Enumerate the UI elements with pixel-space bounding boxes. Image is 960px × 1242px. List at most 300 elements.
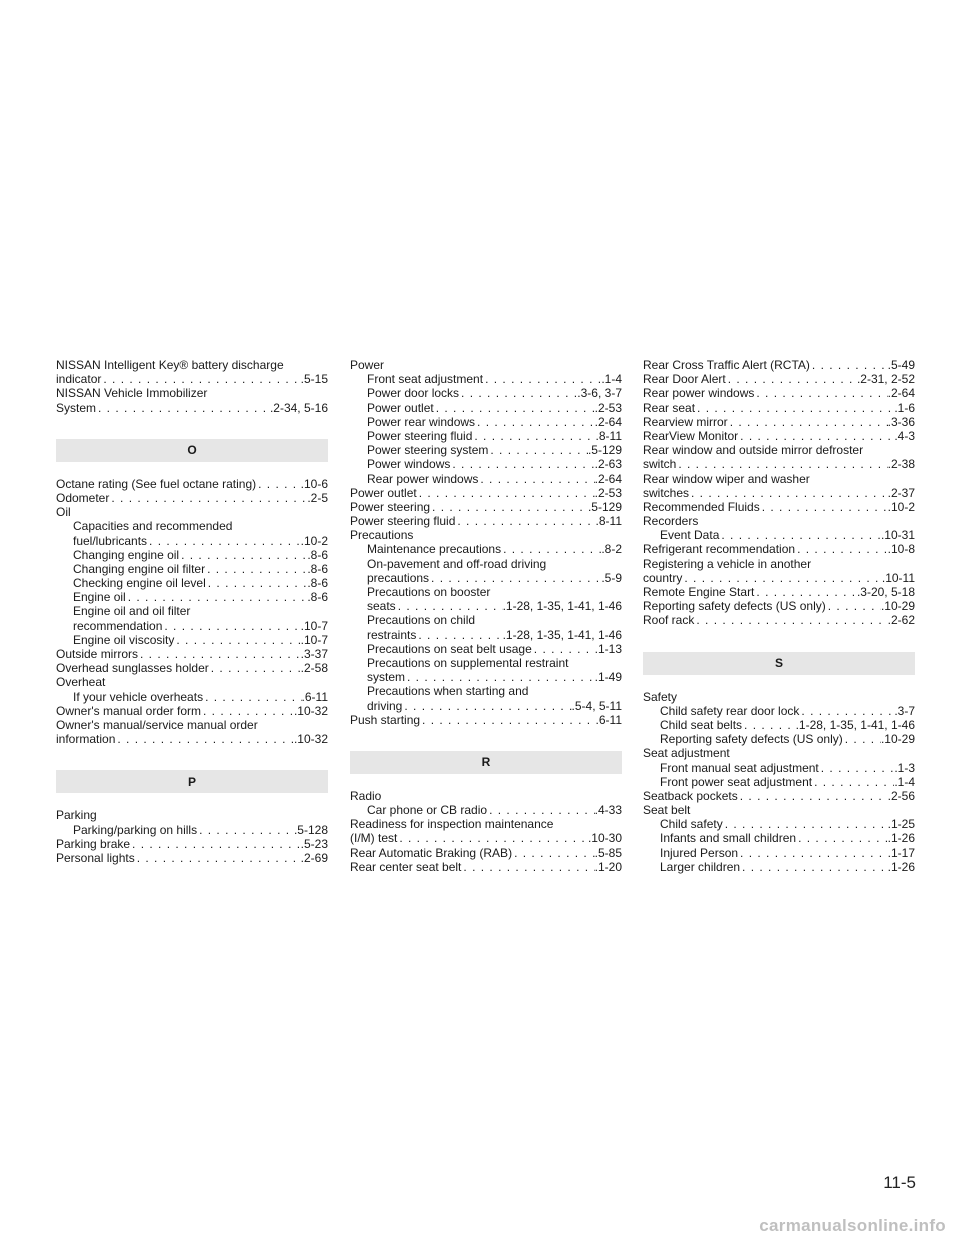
dot-leader (101, 372, 300, 386)
index-entry (350, 846, 622, 860)
index-entry-heading: Power (350, 358, 385, 372)
entry-page-ref: .10-29 (880, 732, 915, 747)
index-subentry-heading: Precautions when starting and (367, 684, 529, 699)
index-entry (56, 661, 328, 675)
dot-leader (483, 372, 601, 386)
dot-leader (742, 718, 796, 732)
index-entry-heading: NISSAN Vehicle Immobilizer (56, 386, 208, 401)
index-entry (350, 486, 622, 500)
entry-term: If your vehicle overheats (73, 689, 204, 704)
index-subentry (350, 401, 622, 415)
dot-leader (799, 704, 894, 718)
dot-leader (455, 514, 595, 528)
entry-page-ref: .3-20, 5-18 (856, 585, 915, 599)
index-subentry (350, 457, 622, 471)
dot-leader (109, 491, 307, 505)
entry-page-ref: .8-6 (307, 590, 328, 605)
entry-page-ref: .3-6, 3-7 (577, 386, 622, 401)
entry-term: Injured Person (660, 845, 739, 860)
dot-leader (405, 670, 595, 684)
entry-page-ref: .3-7 (894, 703, 915, 718)
entry-page-ref: .10-2 (300, 533, 328, 548)
dot-leader (728, 415, 888, 429)
section-header: S (643, 652, 915, 675)
dot-leader (416, 628, 502, 642)
entry-page-ref: .2-69 (300, 850, 328, 865)
entry-page-ref: .2-53 (594, 400, 622, 415)
entry-term: Rear Door Alert (643, 372, 726, 387)
entry-term: Recommended Fluids (643, 499, 760, 514)
index-subentry-heading: Capacities and recommended (73, 519, 233, 534)
entry-term: switch (643, 457, 677, 472)
dot-leader (135, 851, 301, 865)
entry-term: Octane rating (See fuel octane rating) (56, 476, 257, 491)
entry-term: Power steering (350, 499, 431, 514)
entry-page-ref: .1-4 (601, 372, 622, 387)
index-entry-heading: Registering a vehicle in another (643, 556, 812, 571)
entry-page-ref: .10-2 (887, 499, 915, 514)
entry-page-ref: .2-63 (594, 457, 622, 472)
dot-leader (461, 860, 594, 874)
entry-page-ref: .3-37 (300, 647, 328, 661)
index-entry (350, 713, 622, 727)
entry-term: System (56, 400, 97, 415)
entry-term: Engine oil viscosity (73, 632, 175, 647)
entry-term: Power outlet (367, 400, 434, 415)
index-entry-heading: Overheat (56, 675, 106, 690)
section-header: O (56, 439, 328, 462)
dot-leader (501, 542, 601, 556)
entry-page-ref: .2-62 (887, 613, 915, 628)
dot-leader (138, 647, 301, 661)
dot-leader (126, 590, 308, 604)
dot-leader (726, 372, 857, 386)
dot-leader (723, 817, 888, 831)
entry-page-ref: .10-32 (293, 703, 328, 718)
index-entry-heading: Radio (350, 788, 382, 803)
index-entry-heading: Recorders (643, 514, 699, 529)
index-entry (56, 837, 328, 851)
entry-page-ref: .2-64 (887, 386, 915, 401)
dot-leader (760, 500, 888, 514)
index-entry (56, 647, 328, 661)
entry-page-ref: .5-129 (587, 499, 622, 514)
dot-leader (209, 661, 301, 675)
dot-leader (417, 486, 595, 500)
entry-term: driving (367, 698, 403, 713)
dot-leader (796, 831, 888, 845)
dot-leader (174, 633, 300, 647)
entry-page-ref: .4-3 (894, 428, 915, 443)
entry-page-ref: .8-2 (601, 542, 622, 557)
dot-leader (843, 732, 881, 746)
dot-leader (475, 415, 595, 429)
watermark-logo[interactable]: carmanualsonline.info (759, 1216, 946, 1235)
index-subentry (56, 619, 328, 633)
entry-term: Power door locks (367, 386, 460, 401)
entry-term: Rear Automatic Braking (RAB) (350, 845, 513, 860)
entry-page-ref: .2-53 (594, 485, 622, 500)
dot-leader (256, 477, 301, 491)
index-subentry-heading: On-pavement and off-road driving (367, 556, 547, 571)
index-entry-heading: Readiness for inspection maintenance (350, 817, 554, 832)
dot-leader (810, 358, 888, 372)
dot-leader (478, 472, 594, 486)
dot-leader (676, 457, 887, 471)
entry-term: Child seat belts (660, 717, 743, 732)
dot-leader (459, 386, 577, 400)
entry-term: Rear Cross Traffic Alert (RCTA) (643, 358, 810, 372)
index-subentry-heading: Precautions on supplemental restraint (367, 655, 569, 670)
dot-leader (812, 775, 894, 789)
entry-page-ref: .1-26 (887, 831, 915, 846)
entry-term: Personal lights (56, 850, 135, 865)
entry-page-ref: .1-25 (887, 817, 915, 832)
index-subentry (643, 860, 915, 874)
entry-term: Power steering system (367, 443, 489, 458)
dot-leader (826, 599, 881, 613)
entry-term: Larger children (660, 859, 741, 874)
dot-leader (512, 846, 595, 860)
entry-page-ref: .1-28, 1-35, 1-41, 1-46 (795, 717, 915, 732)
index-entry (350, 860, 622, 874)
dot-leader (738, 789, 888, 803)
entry-page-ref: .8-6 (307, 576, 328, 591)
index-entry (643, 613, 915, 627)
index-entry-heading: Rear window and outside mirror defroster (643, 443, 864, 458)
entry-page-ref: .1-13 (594, 641, 622, 656)
index-entry (56, 491, 328, 505)
index-entry (350, 514, 622, 528)
index-subentry-heading: Precautions on child (367, 613, 476, 628)
entry-term: Parking/parking on hills (73, 822, 198, 837)
entry-term: Front seat adjustment (367, 372, 484, 387)
entry-page-ref: .10-8 (887, 542, 915, 557)
entry-term: Child safety rear door lock (660, 703, 800, 718)
dot-leader (205, 562, 307, 576)
entry-term: seats (367, 599, 396, 614)
index-entry (643, 500, 915, 514)
index-entry (643, 401, 915, 415)
entry-page-ref: .5-128 (293, 822, 328, 837)
dot-leader (738, 846, 888, 860)
entry-term: Child safety (660, 817, 723, 832)
entry-term: Rear power windows (643, 386, 755, 401)
entry-page-ref: .10-6 (300, 476, 328, 491)
entry-page-ref: .1-6 (894, 400, 915, 415)
entry-page-ref: .5-23 (300, 836, 328, 851)
entry-term: Owner's manual order form (56, 703, 202, 718)
index-subentry (350, 472, 622, 486)
index-entry-heading: Owner's manual/service manual order (56, 717, 258, 732)
entry-term: Odometer (56, 490, 110, 505)
index-subentry (56, 562, 328, 576)
entry-term: Changing engine oil (73, 547, 180, 562)
dot-leader (695, 401, 894, 415)
index-entry (56, 401, 328, 415)
entry-term: Remote Engine Start (643, 585, 755, 599)
entry-term: Maintenance precautions (367, 542, 502, 557)
entry-page-ref: .5-9 (601, 570, 622, 585)
entry-page-ref: .8-6 (307, 561, 328, 576)
entry-page-ref: .10-7 (300, 618, 328, 633)
entry-page-ref: .2-64 (594, 414, 622, 429)
dot-leader (819, 761, 895, 775)
index-entry-heading: Safety (643, 689, 678, 704)
entry-page-ref: .1-20 (594, 859, 622, 874)
dot-leader (738, 429, 894, 443)
entry-term: (I/M) test (350, 831, 398, 846)
entry-term: Front power seat adjustment (660, 774, 813, 789)
dot-leader (130, 837, 301, 851)
entry-term: Outside mirrors (56, 647, 139, 661)
dot-leader (203, 690, 301, 704)
dot-leader (402, 699, 571, 713)
entry-term: Seatback pockets (643, 788, 738, 803)
dot-leader (754, 585, 857, 599)
entry-page-ref: .2-37 (887, 485, 915, 500)
entry-term: Power steering fluid (367, 428, 473, 443)
dot-leader (162, 619, 300, 633)
dot-leader (179, 548, 307, 562)
entry-term: Event Data (660, 528, 720, 543)
index-subentry (350, 386, 622, 400)
index-subentry (643, 775, 915, 789)
index-entry (643, 486, 915, 500)
dot-leader (206, 576, 308, 590)
entry-term: switches (643, 485, 690, 500)
index-subentry (56, 690, 328, 704)
section-header: P (56, 770, 328, 793)
entry-page-ref: .1-26 (887, 859, 915, 874)
dot-leader (96, 401, 270, 415)
dot-leader (754, 386, 887, 400)
index-subentry (350, 443, 622, 457)
entry-term: Roof rack (643, 613, 695, 628)
index-subentry (350, 542, 622, 556)
entry-page-ref: .5-15 (300, 372, 328, 387)
entry-term: Engine oil (73, 590, 126, 605)
entry-page-ref: .8-11 (595, 428, 622, 443)
entry-term: Reporting safety defects (US only) (660, 732, 843, 747)
dot-leader (429, 571, 601, 585)
entry-page-ref: .1-4 (894, 774, 915, 789)
entry-term: Car phone or CB radio (367, 803, 488, 818)
entry-page-ref: .1-28, 1-35, 1-41, 1-46 (502, 599, 622, 614)
entry-page-ref: .6-11 (595, 712, 622, 727)
index-entry (643, 358, 915, 372)
entry-term: Power steering fluid (350, 514, 456, 529)
index-subentry (643, 704, 915, 718)
entry-term: Rear power windows (367, 471, 479, 486)
index-column-2 (350, 358, 622, 874)
dot-leader (487, 803, 595, 817)
index-subentry (56, 590, 328, 604)
dot-leader (197, 823, 294, 837)
dot-leader (397, 831, 588, 845)
entry-term: Rear seat (643, 400, 696, 415)
index-entry (56, 851, 328, 865)
entry-term: Reporting safety defects (US only) (643, 599, 826, 614)
entry-page-ref: .1-3 (894, 760, 915, 775)
dot-leader (472, 429, 595, 443)
dot-leader (420, 713, 595, 727)
entry-page-ref: .10-7 (300, 632, 328, 647)
index-entry (643, 571, 915, 585)
entry-term: Rearview mirror (643, 414, 728, 429)
entry-term: fuel/lubricants (73, 533, 148, 548)
index-subentry (643, 817, 915, 831)
entry-term: precautions (367, 570, 430, 585)
index-subentry-heading: Engine oil and oil filter (73, 604, 191, 619)
index-entry (643, 542, 915, 556)
entry-page-ref: .1-17 (887, 845, 915, 860)
entry-page-ref: .3-36 (887, 414, 915, 429)
index-entry (350, 831, 622, 845)
index-entry (643, 585, 915, 599)
index-subentry (56, 534, 328, 548)
index-subentry (643, 528, 915, 542)
dot-leader (434, 401, 595, 415)
entry-term: Precautions on seat belt usage (367, 641, 532, 656)
entry-page-ref: .8-11 (595, 514, 622, 529)
entry-term: Power rear windows (367, 414, 476, 429)
entry-page-ref: .5-49 (887, 358, 915, 372)
dot-leader (694, 613, 887, 627)
index-entry (56, 704, 328, 718)
entry-page-ref: .10-32 (293, 732, 328, 747)
entry-term: restraints (367, 627, 417, 642)
entry-page-ref: .2-64 (594, 471, 622, 486)
entry-page-ref: .2-34, 5-16 (269, 400, 328, 415)
entry-page-ref: .5-129 (587, 443, 622, 458)
index-entry (643, 372, 915, 386)
entry-term: system (367, 670, 406, 685)
index-entry (643, 429, 915, 443)
index-subentry (643, 718, 915, 732)
index-entry-heading: Seat belt (643, 803, 691, 818)
index-entry (56, 732, 328, 746)
entry-page-ref: .5-4, 5-11 (571, 698, 622, 713)
entry-page-ref: .1-49 (594, 670, 622, 685)
entry-term: Changing engine oil filter (73, 561, 206, 576)
index-subentry (56, 823, 328, 837)
entry-term: Rear center seat belt (350, 859, 462, 874)
entry-page-ref: .10-30 (587, 831, 622, 846)
entry-term: Checking engine oil level (73, 576, 206, 591)
dot-leader (430, 500, 588, 514)
entry-term: Power outlet (350, 485, 417, 500)
index-subentry (643, 831, 915, 845)
entry-term: country (643, 570, 683, 585)
index-entry (643, 415, 915, 429)
index-entry-heading: Precautions (350, 528, 414, 543)
index-column-3 (643, 358, 915, 874)
entry-page-ref: .10-29 (880, 599, 915, 614)
entry-page-ref: .10-11 (881, 570, 915, 585)
index-subentry (350, 670, 622, 684)
index-subentry (350, 372, 622, 386)
index-subentry (350, 571, 622, 585)
index-entry-heading: NISSAN Intelligent Key® battery discharge (56, 358, 284, 372)
dot-leader (689, 486, 888, 500)
entry-page-ref: .2-56 (887, 788, 915, 803)
entry-term: information (56, 732, 116, 747)
dot-leader (740, 860, 888, 874)
index-subentry (350, 429, 622, 443)
entry-page-ref: .8-6 (307, 547, 328, 562)
dot-leader (201, 704, 294, 718)
index-column-1 (56, 358, 328, 865)
dot-leader (795, 542, 888, 556)
entry-page-ref: .4-33 (594, 803, 622, 818)
entry-term: Refrigerant recommendation (643, 542, 796, 557)
entry-term: Parking brake (56, 836, 131, 851)
dot-leader (396, 599, 503, 613)
index-entry (643, 789, 915, 803)
entry-page-ref: .1-28, 1-35, 1-41, 1-46 (502, 627, 622, 642)
dot-leader (488, 443, 588, 457)
index-subentry (56, 548, 328, 562)
index-subentry-heading: Precautions on booster (367, 585, 491, 599)
index-entry (350, 500, 622, 514)
index-subentry (56, 633, 328, 647)
entry-page-ref: .2-5 (307, 490, 328, 505)
page-number: 11-5 (883, 1173, 916, 1192)
index-entry (56, 477, 328, 491)
index-entry (643, 386, 915, 400)
index-subentry (350, 415, 622, 429)
dot-leader (450, 457, 594, 471)
entry-term: indicator (56, 372, 102, 387)
section-header: R (350, 751, 622, 774)
index-entry-heading: Parking (56, 808, 97, 823)
index-subentry (350, 642, 622, 656)
index-subentry (643, 732, 915, 746)
dot-leader (147, 534, 301, 548)
entry-term: Infants and small children (660, 831, 797, 846)
index-subentry (350, 699, 622, 713)
entry-term: RearView Monitor (643, 428, 739, 443)
index-entry (643, 599, 915, 613)
entry-page-ref: .2-38 (887, 457, 915, 472)
index-entry-heading: Seat adjustment (643, 746, 730, 761)
entry-term: Front manual seat adjustment (660, 760, 819, 775)
index-subentry (643, 761, 915, 775)
entry-page-ref: .6-11 (301, 689, 328, 704)
entry-term: Push starting (350, 712, 421, 727)
dot-leader (682, 571, 882, 585)
index-entry-heading: Oil (56, 505, 71, 520)
entry-page-ref: .10-31 (880, 528, 915, 543)
entry-term: Overhead sunglasses holder (56, 661, 209, 676)
index-subentry (56, 576, 328, 590)
dot-leader (719, 528, 881, 542)
index-subentry (350, 803, 622, 817)
index-subentry (350, 628, 622, 642)
entry-term: recommendation (73, 618, 163, 633)
index-entry (56, 372, 328, 386)
index-entry (643, 457, 915, 471)
entry-term: Power windows (367, 457, 451, 472)
entry-page-ref: .2-58 (300, 661, 328, 676)
entry-page-ref: .5-85 (594, 845, 622, 860)
dot-leader (532, 642, 595, 656)
dot-leader (115, 732, 294, 746)
index-entry-heading: Rear window wiper and washer (643, 471, 810, 486)
entry-page-ref: .2-31, 2-52 (856, 372, 915, 387)
index-subentry (643, 846, 915, 860)
